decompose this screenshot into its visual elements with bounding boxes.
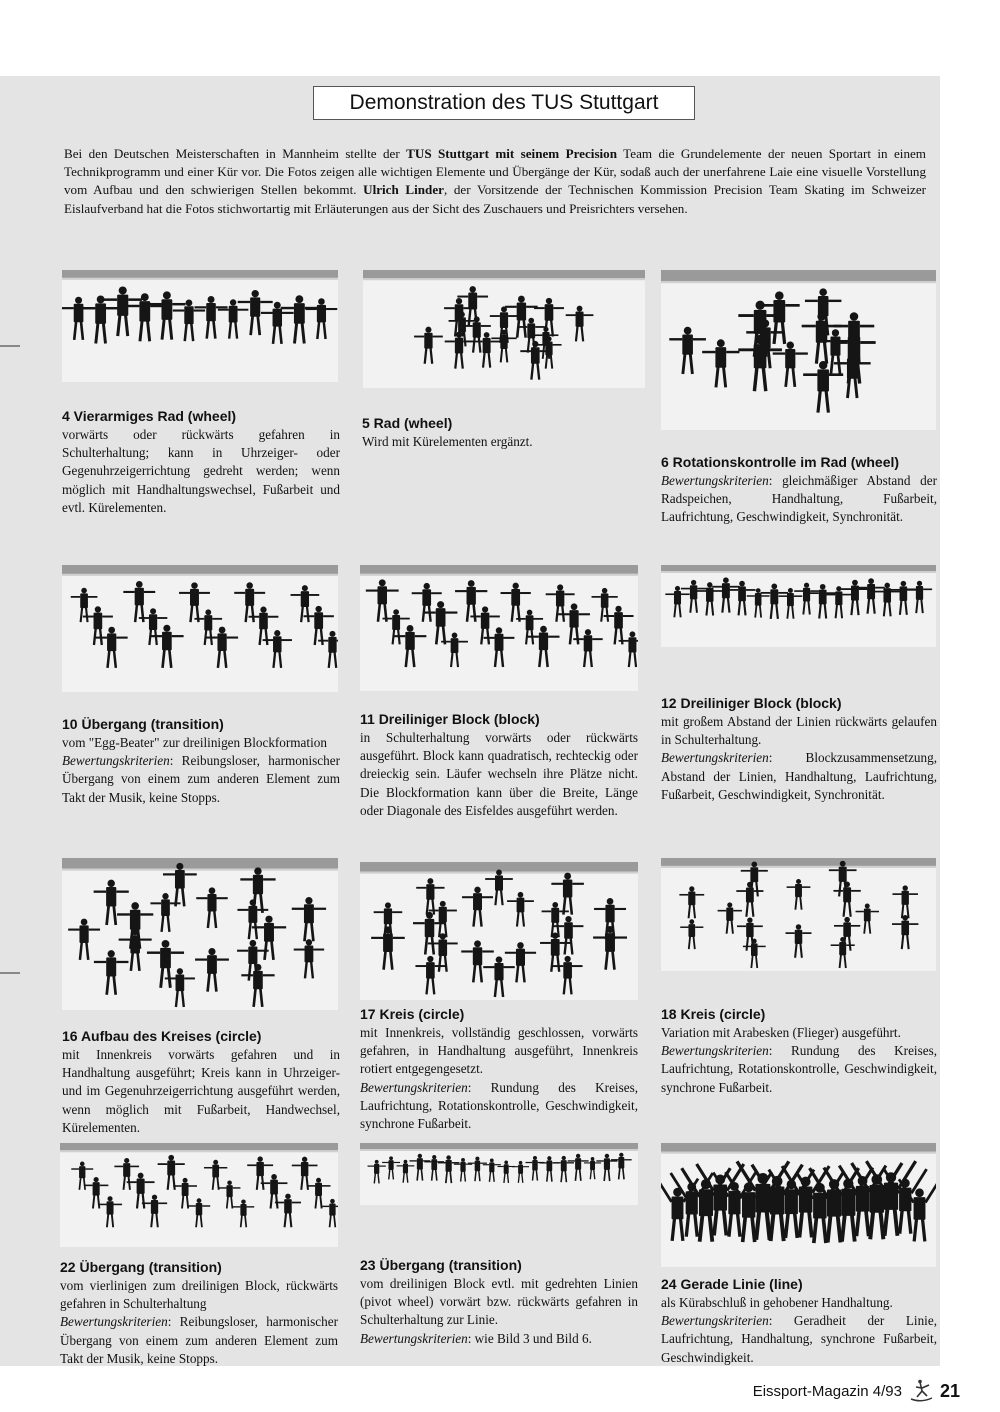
caption-22: 22 Übergang (transition) vom vierlinigen zum dreilinigen Block, rückwärts gefahren in Schulterhaltung Bewertungskriterien: Reibungsloser, harmonischer Übergang von einem zum anderen Element zum Takt der Musik, keine Stopps. [60, 1259, 338, 1366]
photo-16 [62, 858, 338, 1010]
caption-heading: 12 Dreiliniger Block (block) [661, 695, 842, 711]
photo-23 [360, 1143, 638, 1205]
skaters-straight-line-image [661, 1143, 936, 1267]
caption-heading: 24 Gerade Linie (line) [661, 1276, 803, 1292]
caption-11: 11 Dreiliniger Block (block) in Schulterhaltung vorwärts oder rückwärts ausgeführt. Block kann quadratisch, rechteckig oder dreieckig sein. Läufer wechseln ihre Plätze nicht. Die Blockformation kann über die Breite, Länge oder Diagonale des Eisfeldes ausgeführt werden. [360, 711, 638, 818]
caption-18: 18 Kreis (circle) Variation mit Arabesken (Flieger) ausgeführt. Bewertungskriterien: Rundung des Kreises, Laufrichtung, Rotationskontrolle, Geschwindigkeit, synchrone Fußarbeit. [661, 1006, 937, 1095]
skaters-line-image [62, 270, 338, 382]
skaters-circle-image [360, 862, 638, 1000]
skaters-transition-image [62, 565, 338, 692]
caption-12: 12 Dreiliniger Block (block) mit großem Abstand der Linien rückwärts gelaufen in Schulterhaltung. Bewertungskriterien: Blockzusammensetzung, Abstand der Linien, Handhaltung, Laufrichtung, Fußarbeit, Geschwindigkeit, Synchronität. [661, 695, 937, 802]
caption-heading: 4 Vierarmiges Rad (wheel) [62, 408, 237, 424]
skaters-rotation-image [661, 270, 936, 430]
caption-heading: 17 Kreis (circle) [360, 1006, 465, 1022]
photo-5 [363, 270, 645, 388]
intro-paragraph: Bei den Deutschen Meisterschaften in Mannheim stellte der TUS Stuttgart mit seinem Precision Team die Grundelemente der neuen Sportart in einem Technikprogramm und einer Kür vor. Die Fotos zeigen alle wichtigen Elemente und Übergänge der Kür, sodaß auch der unerfahrene Laie eine visuelle Vorstellung vom Aufbau und den schwierigen Stellen bekommt. Ulrich Linder, der Vorsitzende der Technischen Kommission Precision Team Skating im Schweizer Eislaufverband hat die Fotos stichwortartig mit Erläuterungen aus der Sicht des Zuschauers und Preisrichters versehen. [64, 146, 926, 216]
caption-heading: 6 Rotationskontrolle im Rad (wheel) [661, 454, 900, 470]
caption-heading: 16 Aufbau des Kreises (circle) [62, 1028, 262, 1044]
magazine-name: Eissport-Magazin 4/93 [752, 1382, 902, 1400]
skaters-four-line-image [60, 1143, 338, 1247]
photo-18 [661, 858, 936, 971]
photo-4 [62, 270, 338, 382]
caption-heading: 5 Rad (wheel) [362, 415, 453, 431]
margin-mark [0, 345, 20, 347]
caption-heading: 10 Übergang (transition) [62, 716, 224, 732]
caption-4: 4 Vierarmiges Rad (wheel) vorwärts oder rückwärts gefahren in Schulterhaltung; kann in Uhrzeiger- oder Gegenuhrzeigerrichtung gedreht werden; wenn möglich mit Handhaltungswechsel, Fußarbeit und evtl. Kürelementen. [62, 408, 340, 515]
caption-17: 17 Kreis (circle) mit Innenkreis, vollständig geschlossen, vorwärts gefahren, in Handhaltung ausgeführt, Innenkreis rotiert entgegengesetzt. Bewertungskriterien: Rundung des Kreises, Laufrichtung, Rotationskontrolle, Geschwindigkeit, synchrone Fußarbeit. [360, 1006, 638, 1132]
caption-heading: 23 Übergang (transition) [360, 1257, 522, 1273]
page-footer [753, 1379, 960, 1403]
photo-10 [62, 565, 338, 692]
photo-17 [360, 862, 638, 1000]
photo-11 [360, 565, 638, 691]
caption-heading: 18 Kreis (circle) [661, 1006, 766, 1022]
caption-16: 16 Aufbau des Kreises (circle) mit Innenkreis vorwärts gefahren und in Handhaltung ausgeführt; Kreis kann in Uhrzeiger- und im Gegenuhrzeigerrichtung ausgeführt werden, wenn möglich mit Fußarbeit, Handwechsel, Kürelementen. [62, 1028, 340, 1135]
photo-12 [661, 565, 936, 647]
margin-mark [0, 972, 20, 974]
photo-24 [661, 1143, 936, 1267]
skaters-circle-build-image [62, 858, 338, 1010]
page-number: 21 [939, 1380, 960, 1401]
caption-24: 24 Gerade Linie (line) als Kürabschluß in gehobener Handhaltung. Bewertungskriterien: Geradheit der Linie, Laufrichtung, Handhaltung, synchrone Fußarbeit, Geschwindigkeit. [661, 1276, 937, 1365]
caption-heading: 22 Übergang (transition) [60, 1259, 222, 1275]
skaters-pivot-image [360, 1143, 638, 1205]
photo-22 [60, 1143, 338, 1247]
caption-heading: 11 Dreiliniger Block (block) [360, 711, 540, 727]
caption-23: 23 Übergang (transition) vom dreilinigen Block evtl. mit gedrehten Linien (pivot wheel) vorwärt bzw. rückwärts gefahren in Schulterhaltung zur Linie. Bewertungskriterien: wie Bild 3 und Bild 6. [360, 1257, 638, 1346]
skaters-wide-block-image [661, 565, 936, 647]
caption-10: 10 Übergang (transition) vom "Egg-Beater" zur dreilinigen Blockformation Bewertungskriterien: Reibungsloser, harmonischer Übergang von einem zum anderen Element zum Takt der Musik, keine Stopps. [62, 716, 340, 805]
photo-6 [661, 270, 936, 430]
page-title: Demonstration des TUS Stuttgart [313, 86, 695, 120]
skater-logo-icon [908, 1379, 934, 1403]
skaters-block-image [360, 565, 638, 691]
caption-6: 6 Rotationskontrolle im Rad (wheel) Bewertungskriterien: gleichmäßiger Abstand der Radspeichen, Handhaltung, Fußarbeit, Laufrichtung, Geschwindigkeit, Synchronität. [661, 454, 937, 525]
skaters-arabesque-circle-image [661, 858, 936, 971]
skaters-wheel-image [363, 270, 645, 388]
caption-5: 5 Rad (wheel) Wird mit Kürelementen ergänzt. [362, 414, 640, 451]
